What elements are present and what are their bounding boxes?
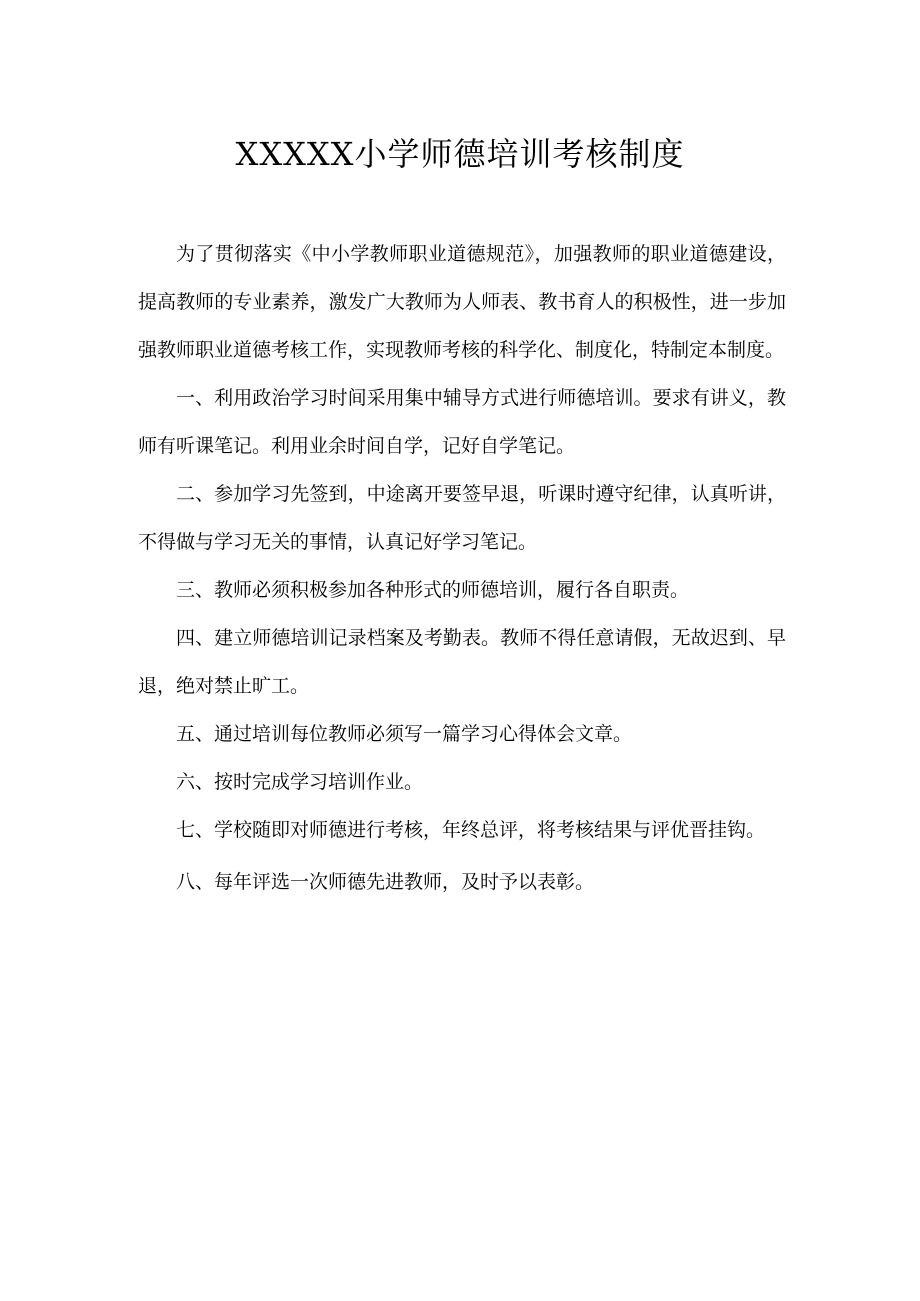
intro-paragraph: 为了贯彻落实《中小学教师职业道德规范》，加强教师的职业道德建设，提高教师的专业素养，激发广大教师为人师表、教书育人的积极性，进一步加强教师职业道德考核工作，实现教师考核的科学化、制度化，特制定本制度。 (138, 243, 786, 361)
rule-item-7: 七、学校随即对师德进行考核，年终总评，将考核结果与评优晋挂钩。 (176, 819, 766, 841)
rule-item-2: 二、参加学习先签到，中途离开要签早退，听课时遵守纪律，认真听讲，不得做与学习无关的事情，认真记好学习笔记。 (138, 483, 786, 553)
document-body (138, 230, 786, 906)
rule-item-5: 五、通过培训每位教师必须写一篇学习心得体会文章。 (176, 723, 633, 745)
rule-item-8: 八、每年评选一次师德先进教师，及时予以表彰。 (176, 871, 595, 893)
rule-item-6: 六、按时完成学习培训作业。 (176, 771, 424, 793)
rule-item-4: 四、建立师德培训记录档案及考勤表。教师不得任意请假，无故迟到、早退，绝对禁止旷工。 (138, 627, 786, 697)
rule-item-3: 三、教师必须积极参加各种形式的师德培训，履行各自职责。 (176, 579, 690, 601)
rule-item-1: 一、利用政治学习时间采用集中辅导方式进行师德培训。要求有讲义，教师有听课笔记。利用业余时间自学，记好自学笔记。 (138, 387, 786, 457)
document-title: XXXXX小学师德培训考核制度 (235, 135, 685, 173)
